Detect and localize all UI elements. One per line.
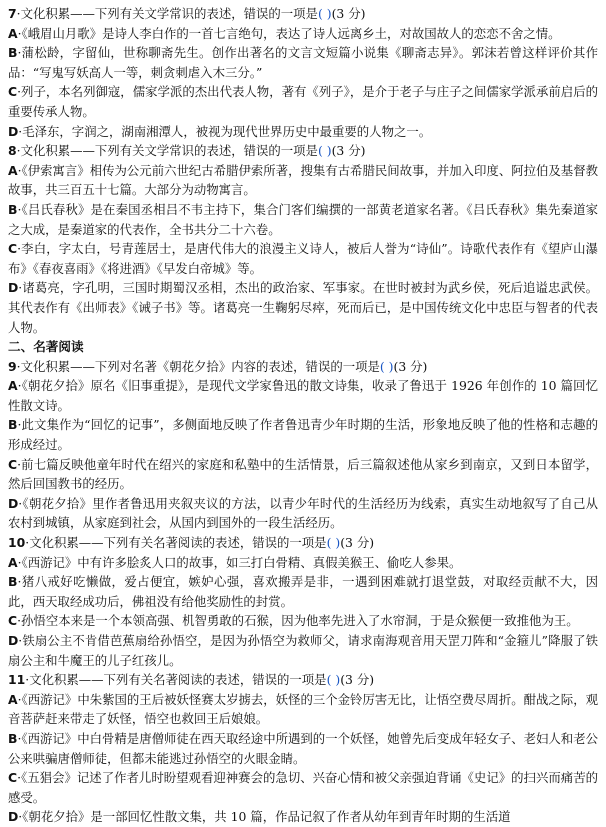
score-label: (3 分)	[340, 535, 375, 551]
option-a: A·《伊索寓言》相传为公元前六世纪古希腊伊索所著，搜集有古希腊民间故事，并加入印度、阿拉伯及基督教故事，共三百五十七篇。大部分为动物寓言。	[8, 162, 598, 198]
option-c: C·《五猖会》记述了作者儿时盼望观看迎神赛会的急切、兴奋心情和被父亲强迫背诵《史记》的扫兴而痛苦的感受。	[8, 770, 598, 805]
score-label: (3 分)	[331, 6, 366, 21]
score-label: (3 分)	[340, 672, 375, 688]
question-prompt: 文化积累——下列有关名著阅读的表述，错误的一项是	[29, 672, 327, 688]
question-10	[8, 533, 598, 670]
answer-blank[interactable]: ( )	[326, 672, 341, 688]
option-a: A·《朝花夕拾》原名《旧事重提》，是现代文学家鲁迅的散文诗集，收录了鲁迅于 1926 年创作的 10 篇回忆性散文诗。	[8, 378, 598, 413]
option-b: B·此文集作为“回忆的记事”，多侧面地反映了作者鲁迅青少年时期的生活，形象地反映了他的性格和志趣的形成经过。	[8, 417, 598, 453]
option-a: A·《峨眉山月歌》是诗人李白作的一首七言绝句，表达了诗人远离乡土，对故国故人的恋恋不舍之情。	[8, 25, 561, 41]
answer-blank[interactable]: ( )	[317, 6, 332, 21]
question-number: 10	[8, 535, 26, 551]
option-d: D·《朝花夕拾》里作者鲁迅用夹叙夹议的方法，以青少年时代的生活经历为线索，真实生动地叙写了自己从农村到城镇，从家庭到社会，从国内到国外的一段生活经历。	[8, 495, 598, 531]
question-number: 7	[8, 6, 17, 21]
answer-blank[interactable]: ( )	[326, 535, 341, 551]
question-prompt: 文化积累——下列有关文学常识的表述，错误的一项是	[20, 143, 318, 159]
section-heading: 二、名著阅读	[8, 339, 84, 355]
question-prompt: 文化积累——下列对名著《朝花夕拾》内容的表述，错误的一项是	[20, 358, 380, 374]
option-a: A·《西游记》中有许多脍炙人口的故事，如三打白骨精、真假美猴王、偷吃人参果。	[8, 554, 462, 570]
question-number: 9	[8, 358, 17, 374]
option-d: D·《朝花夕拾》是一部回忆性散文集，共 10 篇，作品记叙了作者从幼年到青年时期的生活道	[8, 809, 511, 825]
option-b: B·猪八戒好吃懒做，爱占便宜，嫉妒心强，喜欢搬弄是非，一遇到困难就打退堂鼓，对取经贡献不大，因此，西天取经成功后，佛祖没有给他奖励性的封赏。	[8, 574, 598, 609]
question-stem: 9·文化积累——下列对名著《朝花夕拾》内容的表述，错误的一项是( )(3 分)	[8, 358, 428, 374]
question-11	[8, 670, 598, 827]
score-label: (3 分)	[393, 358, 428, 374]
option-b: B·《吕氏春秋》是在秦国丞相吕不韦主持下，集合门客们编撰的一部黄老道家名著。《吕氏春秋》集先秦道家之大成，是秦道家的代表作，全书共分二十六卷。	[8, 201, 598, 237]
question-prompt: 文化积累——下列有关名著阅读的表述，错误的一项是	[29, 535, 327, 551]
question-9	[8, 357, 598, 533]
question-7	[8, 4, 598, 141]
option-b: B·《西游记》中白骨精是唐僧师徒在西天取经途中所遇到的一个妖怪，她曾先后变成年轻女子、老妇人和老公公来哄骗唐僧师徒，但都未能逃过孙悟空的火眼金睛。	[8, 730, 598, 766]
question-stem: 8·文化积累——下列有关文学常识的表述，错误的一项是( )(3 分)	[8, 143, 366, 159]
option-d: D·铁扇公主不肯借芭蕉扇给孙悟空，是因为孙悟空为救师父，请求南海观音用天罡刀阵和“金箍儿”降服了铁扇公主和牛魔王的儿子红孩儿。	[8, 633, 598, 668]
question-prompt: 文化积累——下列有关文学常识的表述，错误的一项是	[20, 6, 318, 21]
option-c: C·孙悟空本来是一个本领高强、机智勇敢的石猴，因为他率先进入了水帘洞，于是众猴便一致推他为王。	[8, 613, 579, 629]
question-number: 8	[8, 143, 17, 159]
option-b: B·蒲松龄，字留仙，世称聊斋先生。创作出著名的文言文短篇小说集《聊斋志异》。郭沫若曾这样评价其作品：“写鬼写妖高人一等，刺贪刺虐入木三分。”	[8, 45, 598, 80]
answer-blank[interactable]: ( )	[317, 143, 332, 159]
option-d: D·毛泽东，字润之，湖南湘潭人，被视为现代世界历史中最重要的人物之一。	[8, 123, 432, 139]
option-c: C·李白，字太白，号青莲居士，是唐代伟大的浪漫主义诗人，被后人誉为“诗仙”。诗歌代表作有《望庐山瀑布》《春夜喜雨》《将进酒》《早发白帝城》等。	[8, 241, 598, 276]
option-c: C·列子，本名列御寇，儒家学派的杰出代表人物，著有《列子》，是介于老子与庄子之间儒家学派承前启后的重要传承人物。	[8, 84, 598, 119]
question-8	[8, 141, 598, 337]
question-stem: 10·文化积累——下列有关名著阅读的表述，错误的一项是( )(3 分)	[8, 535, 375, 551]
option-c: C·前七篇反映他童年时代在绍兴的家庭和私塾中的生活情景，后三篇叙述他从家乡到南京，又到日本留学，然后回国教书的经历。	[8, 456, 598, 492]
option-a: A·《西游记》中朱紫国的王后被妖怪赛太岁掳去，妖怪的三个金铃厉害无比，让悟空费尽周折。酣战之际，观音菩萨赶来带走了妖怪，悟空也救回王后娘娘。	[8, 691, 598, 727]
answer-blank[interactable]: ( )	[379, 358, 394, 374]
option-d: D·诸葛亮，字孔明，三国时期蜀汉丞相，杰出的政治家、军事家。在世时被封为武乡侯，死后追谥忠武侯。其代表作有《出师表》《诫子书》等。诸葛亮一生鞠躬尽瘁，死而后已，是中国传统文化中忠臣与智者的代表人物。	[8, 280, 598, 335]
question-stem: 11·文化积累——下列有关名著阅读的表述，错误的一项是( )(3 分)	[8, 672, 375, 688]
score-label: (3 分)	[331, 143, 366, 159]
question-stem: 7·文化积累——下列有关文学常识的表述，错误的一项是( )(3 分)	[8, 6, 366, 21]
question-number: 11	[8, 672, 26, 688]
